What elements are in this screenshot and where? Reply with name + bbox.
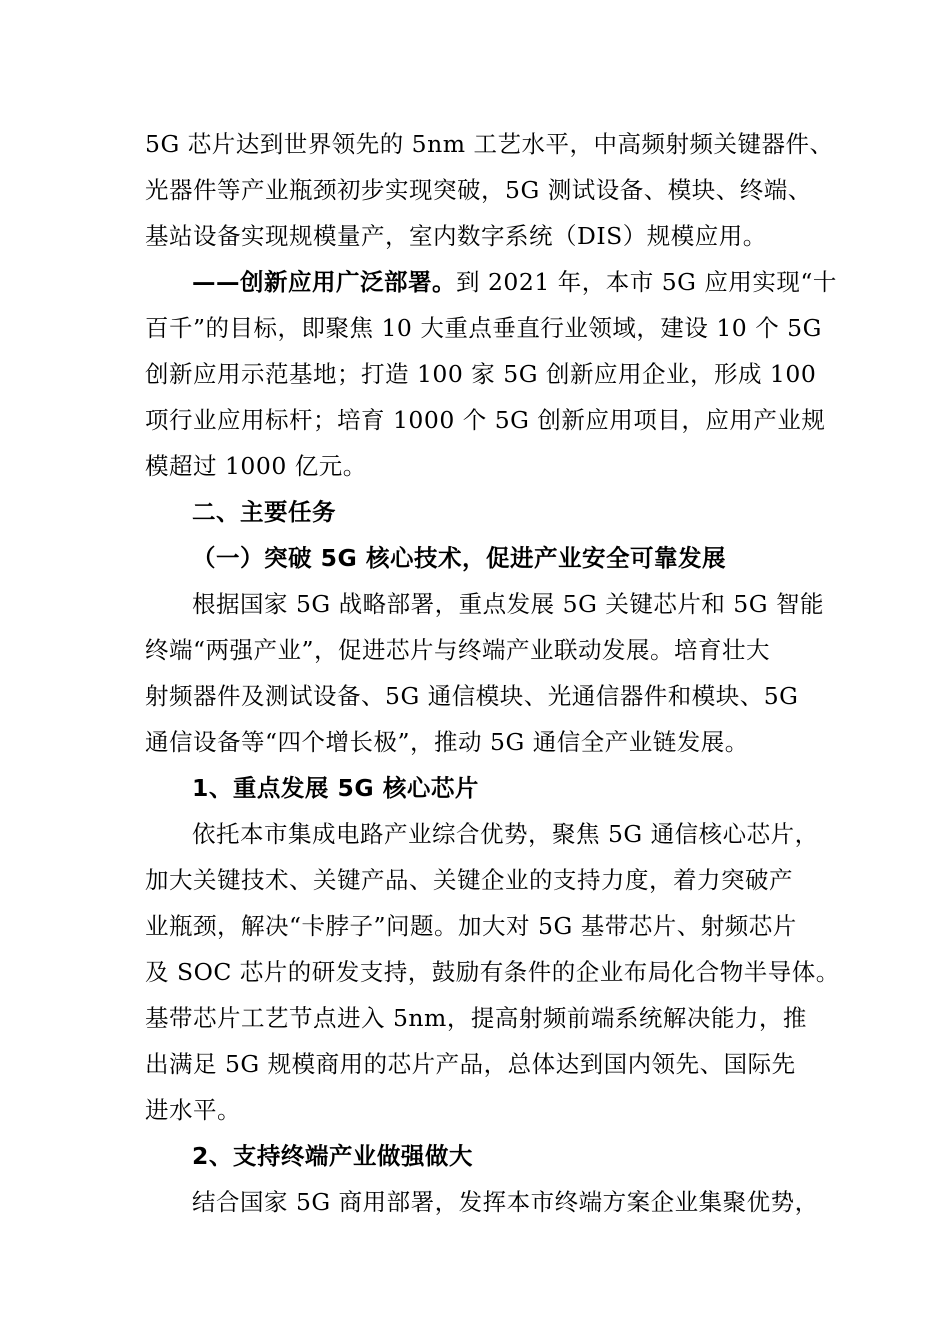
text-line: 5G 芯片达到世界领先的 5nm 工艺水平，中高频射频关键器件、 bbox=[145, 130, 834, 158]
text-line: 及 SOC 芯片的研发支持，鼓励有条件的企业布局化合物半导体。 bbox=[145, 958, 840, 986]
paragraph-lead bbox=[192, 259, 837, 305]
text-line: 基带芯片工艺节点进入 5nm，提高射频前端系统解决能力，推 bbox=[145, 1004, 807, 1032]
lead-text: 到 2021 年，本市 5G 应用实现“十 bbox=[456, 268, 837, 296]
item-heading: 1、重点发展 5G 核心芯片 bbox=[192, 774, 479, 802]
text-line: 结合国家 5G 商用部署，发挥本市终端方案企业集聚优势， bbox=[192, 1188, 819, 1216]
text-line: 百千”的目标，即聚焦 10 大重点垂直行业领域，建设 10 个 5G bbox=[145, 314, 822, 342]
text-line: 模超过 1000 亿元。 bbox=[145, 452, 367, 480]
text-line: 进水平。 bbox=[145, 1096, 241, 1124]
text-line: 终端“两强产业”，促进芯片与终端产业联动发展。培育壮大 bbox=[145, 636, 771, 664]
text-line: 根据国家 5G 战略部署，重点发展 5G 关键芯片和 5G 智能 bbox=[192, 590, 824, 618]
text-line: 出满足 5G 规模商用的芯片产品，总体达到国内领先、国际先 bbox=[145, 1050, 796, 1078]
subsection-heading: （一）突破 5G 核心技术，促进产业安全可靠发展 bbox=[192, 544, 727, 572]
text-line: 射频器件及测试设备、5G 通信模块、光通信器件和模块、5G bbox=[145, 682, 799, 710]
text-line: 项行业应用标杆；培育 1000 个 5G 创新应用项目，应用产业规 bbox=[145, 406, 826, 434]
text-line: 业瓶颈，解决“卡脖子”问题。加大对 5G 基带芯片、射频芯片 bbox=[145, 912, 797, 940]
text-line: 依托本市集成电路产业综合优势，聚焦 5G 通信核心芯片， bbox=[192, 820, 819, 848]
section-heading: 二、主要任务 bbox=[192, 498, 336, 526]
text-line: 基站设备实现规模量产，室内数字系统（DIS）规模应用。 bbox=[145, 222, 767, 250]
text-line: 创新应用示范基地；打造 100 家 5G 创新应用企业，形成 100 bbox=[145, 360, 817, 388]
lead-heading: ——创新应用广泛部署。 bbox=[192, 268, 456, 296]
item-heading: 2、支持终端产业做强做大 bbox=[192, 1142, 473, 1170]
text-line: 通信设备等“四个增长极”，推动 5G 通信全产业链发展。 bbox=[145, 728, 749, 756]
text-line: 加大关键技术、关键产品、关键企业的支持力度，着力突破产 bbox=[145, 866, 793, 894]
text-line: 光器件等产业瓶颈初步实现突破，5G 测试设备、模块、终端、 bbox=[145, 176, 812, 204]
